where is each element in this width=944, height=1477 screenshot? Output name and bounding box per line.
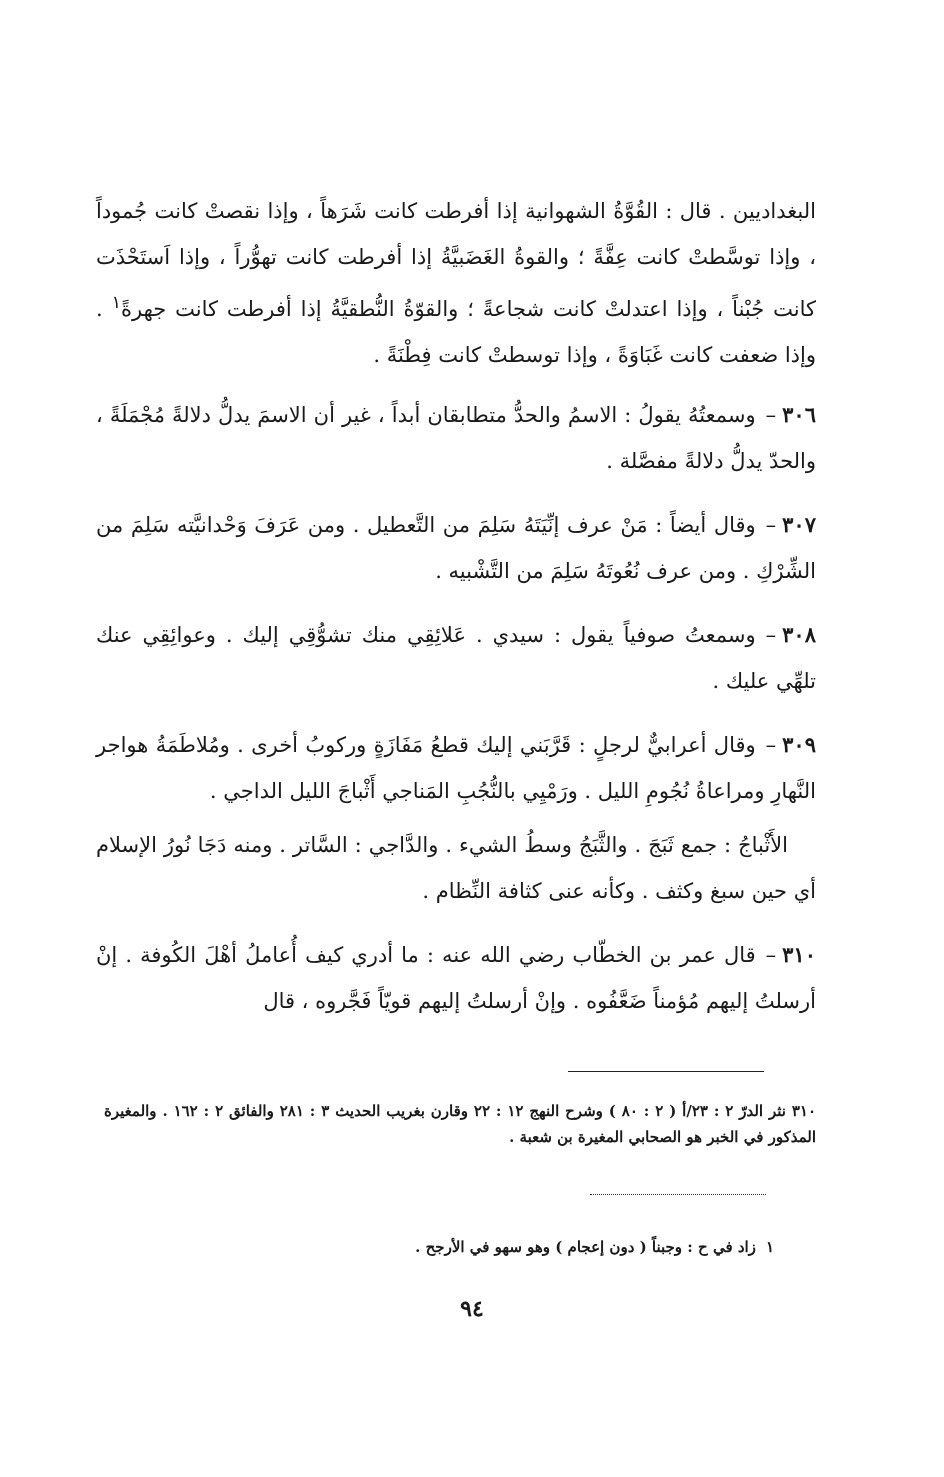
paragraph-number: ٣١٠	[782, 942, 816, 967]
paragraph-308	[96, 612, 816, 704]
footnote-divider	[568, 1071, 764, 1072]
page-number: ٩٤	[460, 1296, 484, 1322]
intro-paragraph	[96, 188, 816, 378]
footnote-text: زاد في ح : وجبناً ( دون إعجام ) وهو سهو في الأرجح .	[415, 1238, 756, 1256]
paragraph-text: قال عمر بن الخطّاب رضي الله عنه : ما أدري كيف أُعاملُ أهْلَ الكُوفة . إنْ أرسلتُ إليهم مُؤمناً ضَعَّفُوه . وإنْ أرسلتُ إليهم قويّاً فَجَّروه ، قال	[96, 943, 816, 1013]
gloss-text: الأَثْباجُ : جمع ثَبَجَ . والثَّبَجُ وسطُ الشيء . والدَّاجي : السَّاتر . ومنه دَجَا نُورُ الإسلام أي حين سبغ وكثف . وكأنه عنى كثافة النِّظام .	[96, 833, 816, 903]
paragraph-dash: –	[765, 943, 777, 967]
paragraph-text: وقال أيضاً : مَنْ عرف إنِّيَتَهُ سَلِمَ من التَّعطيل . ومن عَرَفَ وَحْدانيَّته سَلِمَ من الشِّرْكِ . ومن عرف نُعُوتَهُ سَلِمَ من التَّشْبيه .	[96, 513, 816, 583]
paragraph-dash: –	[765, 513, 777, 537]
paragraph-number: ٣٠٩	[782, 732, 816, 757]
paragraph-306	[96, 392, 816, 484]
paragraph-310	[96, 932, 816, 1024]
gloss-paragraph	[96, 822, 816, 914]
paragraph-text: وسمعتُ صوفياً يقول : سيدي . عَلائِقِي منك تشوُّقِي إليك . وعوائِقِي عنك تلهِّي عليك .	[96, 623, 816, 693]
paragraph-number: ٣٠٧	[782, 512, 816, 537]
paragraph-307	[96, 502, 816, 594]
footnote-number: ١	[765, 1238, 774, 1256]
paragraph-number: ٣٠٨	[782, 622, 816, 647]
dotted-divider	[590, 1194, 766, 1195]
footnote-reference: ١	[111, 293, 121, 313]
paragraph-number: ٣٠٦	[782, 402, 816, 427]
paragraph-dash: –	[765, 733, 777, 757]
paragraph-text: وسمعتُهُ يقولُ : الاسمُ والحدُّ متطابقان أبداً ، غير أن الاسمَ يدلُّ دلالةً مُجْمَلَةً ، والحدّ يدلُّ دلالةً مفصَّلة .	[96, 403, 816, 473]
intro-text: البغداديين . قال : القُوَّةُ الشهوانية إذا أفرطت كانت شَرَهاً ، وإذا نقصتْ كانت جُموداً ، وإذا توسَّطتْ كانت عِفَّةً ؛ والقوةُ الغَضَبيَّةُ إذا أفرطت كانت تهوُّراً ، وإذا اَستَحْذَت كانت جُبْناً ، وإذا اعتدلتْ كانت شجاعةً ؛ والقوّةُ النُّطقيَّةُ إذا أفرطت كانت جهرةً	[96, 199, 817, 321]
footnote	[415, 1234, 774, 1260]
intro-text-end: . وإذا ضعفت كانت غَبَاوَةً ، وإذا توسطتْ كانت فِطْنَةً .	[96, 297, 816, 367]
main-text	[96, 188, 816, 1042]
paragraph-dash: –	[765, 623, 777, 647]
paragraph-dash: –	[765, 403, 777, 427]
paragraph-309	[96, 722, 816, 814]
paragraph-text: وقال أعرابيٌّ لرجلٍ : قَرَّبَني إليك قطعُ مَفَازَةٍ وركوبُ أخرى . ومُلاطَمَةُ هواجر النَّهارِ ومراعاةُ نُجُومِ الليل . ورَمْيِي بالنُّجُبِ المَناجي أَثْباجَ الليل الداجي .	[96, 733, 816, 803]
source-note: ٣١٠ نثر الدرّ ٢ : ٢٣/أ ( ٢ : ٨٠ ) وشرح النهج ١٢ : ٢٢ وقارن بغريب الحديث ٣ : ٢٨١ والفائق ٢ : ١٦٢ . والمغيرة المذكور في الخبر هو الصحابي المغيرة بن شعبة .	[104, 1102, 817, 1146]
